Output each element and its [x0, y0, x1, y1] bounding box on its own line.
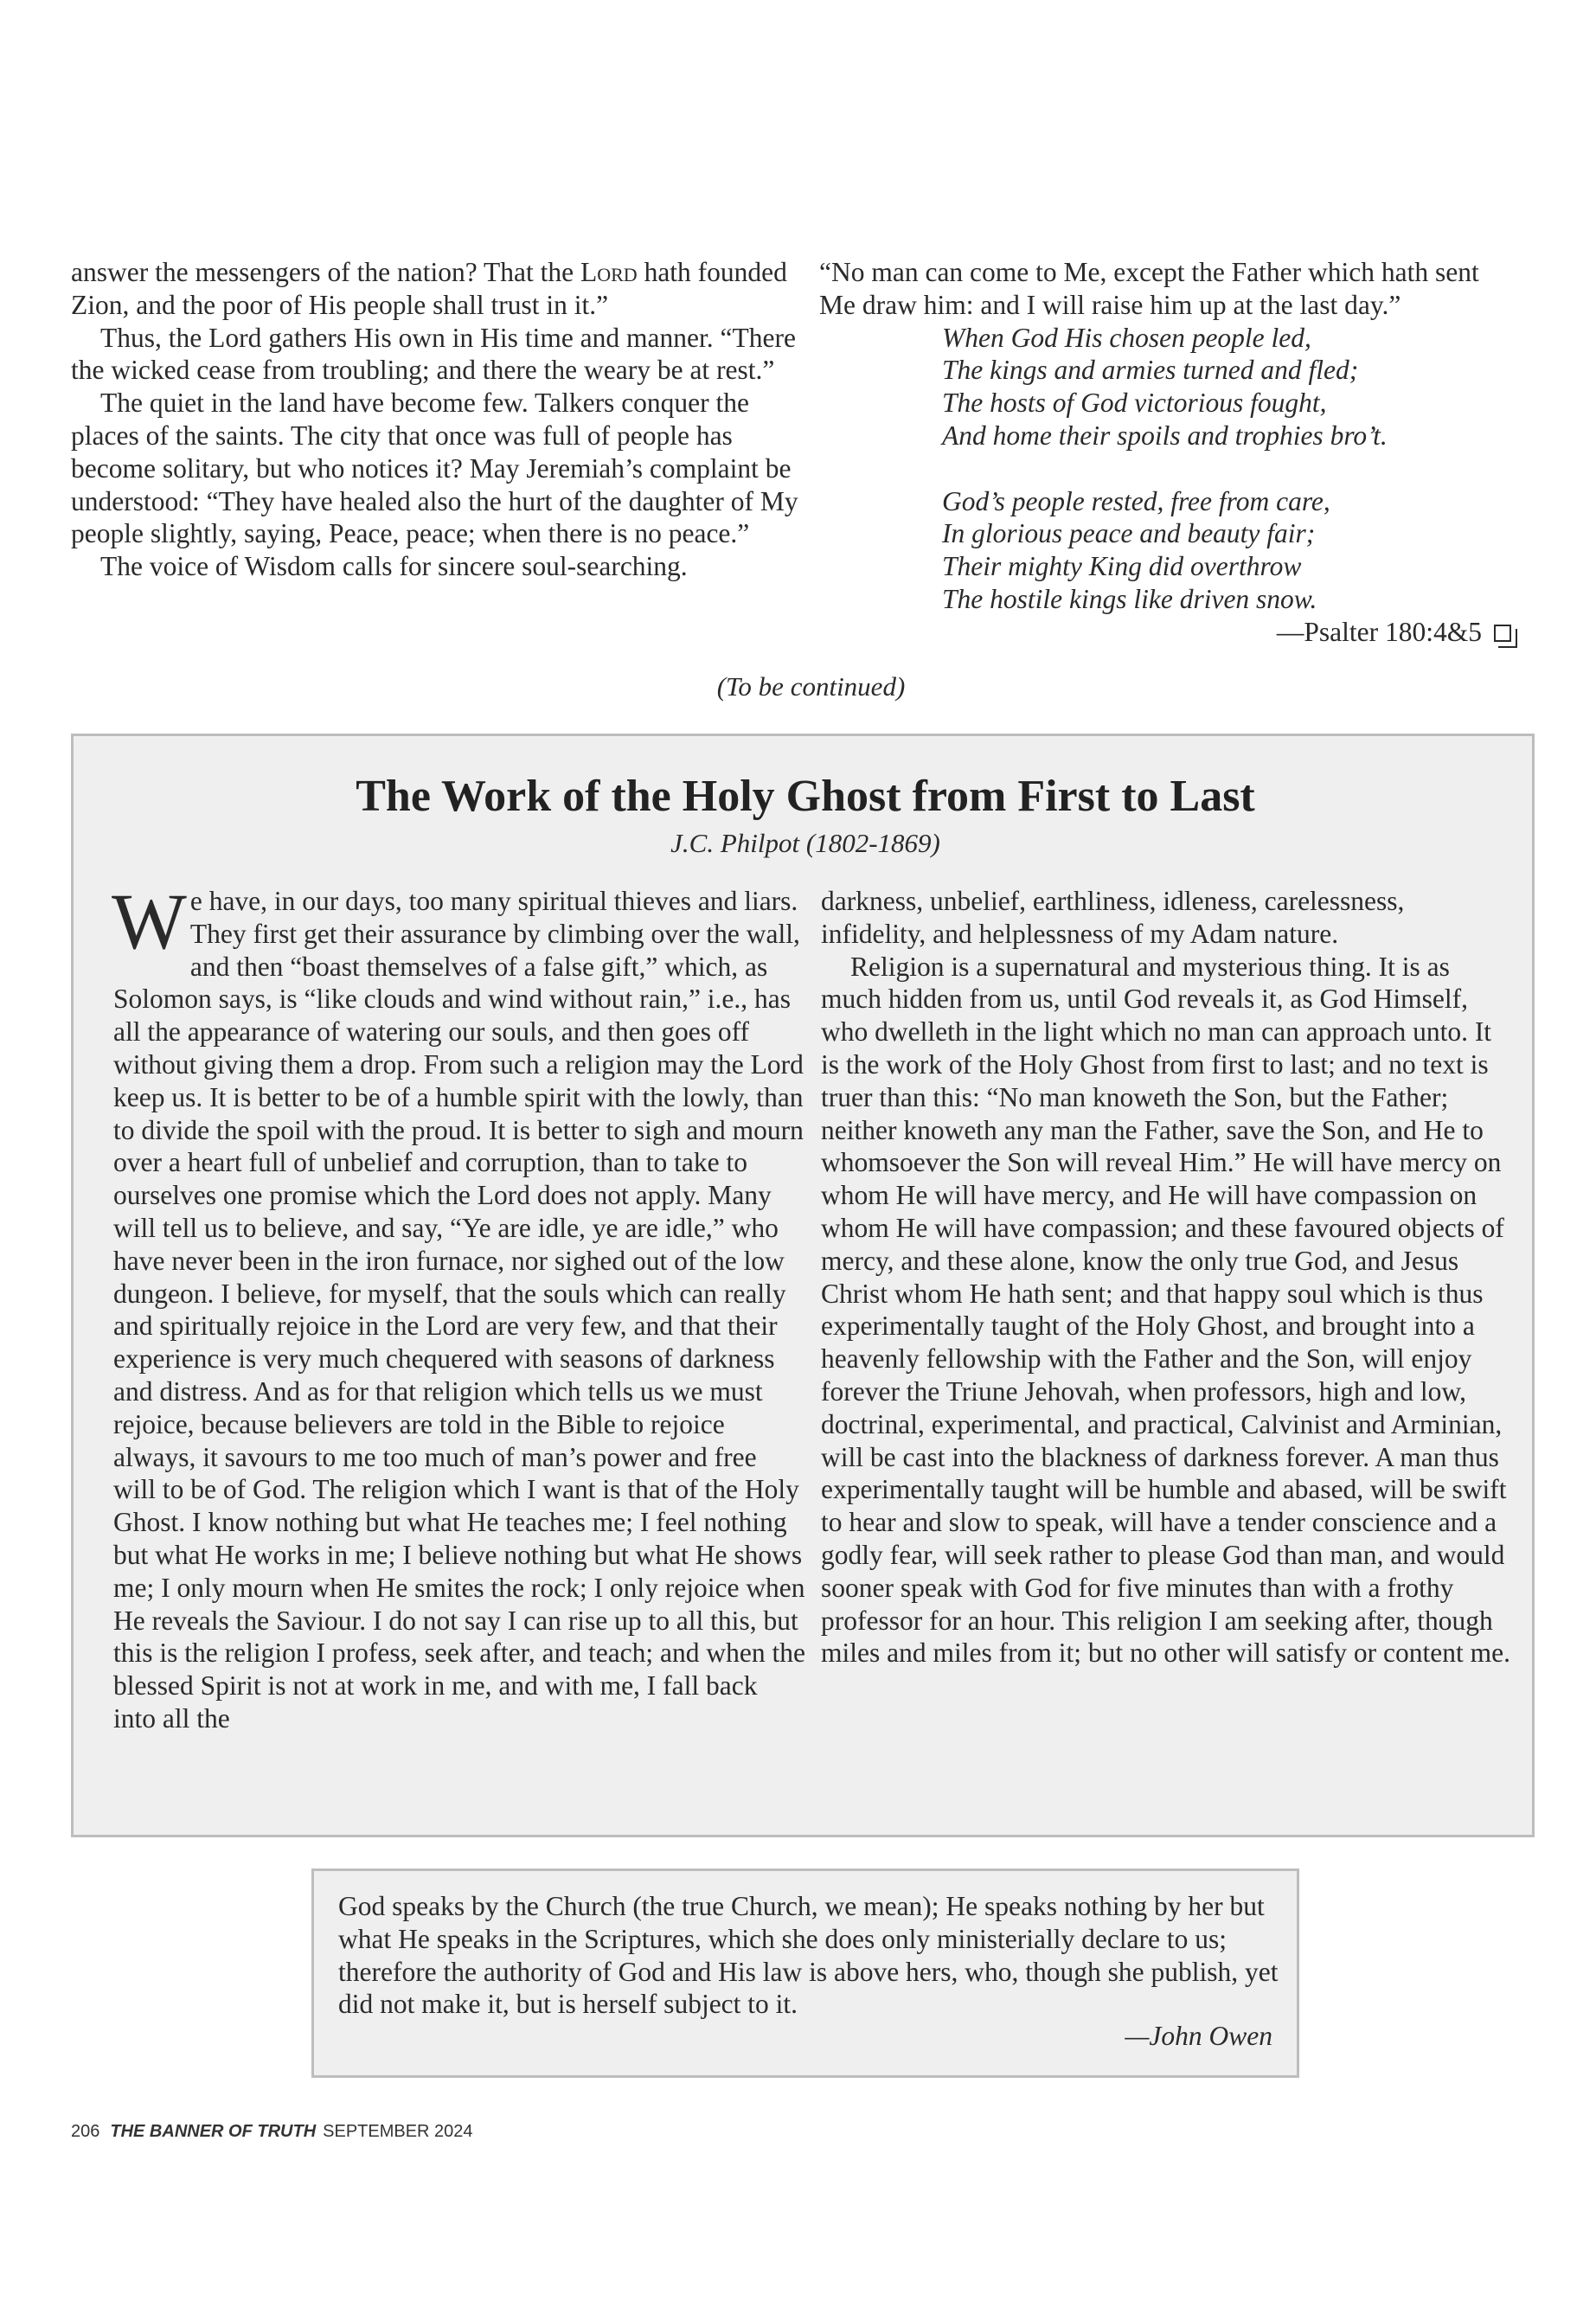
poem-stanza: [942, 485, 1511, 616]
drop-cap: W: [112, 877, 187, 965]
poem-line: The hostile kings like driven snow.: [942, 583, 1317, 614]
continued-article-left-column: [71, 256, 802, 583]
feature-title: The Work of the Holy Ghost from First to Last: [356, 772, 1255, 821]
paragraph: Religion is a supernatural and mysterious thing. It is as much hidden from us, until God reveals it, as God Himself, who dwelleth in the light which no man can approach unto. It is the work of the Holy Ghost from first to last; and no text is truer than this: “No man knoweth the Son, but the Father; neither knoweth any man the Father, save the Son, and He to whomsoever the Son will reveal Him.” He will have mercy on whom He will have mercy, and He will have compassion on whom He will have compassion; and these favoured objects of mercy, and these alone, know the only true God, and Jesus Christ whom He hath sent; and that happy soul which is thus experimentally taught of the Holy Ghost, and brought into a heavenly fellowship with the Father and the Son, will enjoy forever the Triune Jehovah, when professors, high and low, doctrinal, experimental, and practical, Calvinist and Arminian, will be cast into the blackness of darkness forever. A man thus experimentally taught will be humble and abased, will be swift to hear and slow to speak, will have a tender conscience and a godly fear, will seek rather to please God than man, and would sooner speak with God for five minutes than with a frothy professor for an hour. This religion I am seeking after, though miles and miles from it; but no other will satisfy or content me.: [821, 951, 1510, 1669]
paragraph: darkness, unbelief, earthliness, idleness, carelessness, infidelity, and helplessness of my Adam nature.: [821, 886, 1405, 949]
paragraph: We have, in our days, too many spiritual thieves and liars. They first get their assurance by climbing over the wall, and then “boast themselves of a false gift,” which, as Solomon says, is “like clouds and wind without rain,” i.e., has all the appearance of watering our souls, and then goes off without giving them a drop. From such a religion may the Lord keep us. It is better to be of a humble spirit with the lowly, than to divide the spoil with the proud. It is better to sigh and mourn over a heart full of unbelief and corruption, than to take to ourselves one promise which the Lord does not apply. Many will tell us to believe, and say, “Ye are idle, ye are idle,” who have never been in the iron furnace, nor sighed out of the low dungeon. I believe, for myself, that the souls which can really and spiritually rejoice in the Lord are very few, and that their experience is very much chequered with seasons of darkness and distress. And as for that religion which tells us we must rejoice, because believers are told in the Bible to rejoice always, it savours to me too much of man’s power and free will to be of God. The religion which I want is that of the Holy Ghost. I know nothing but what He teaches me; I feel nothing but what He works in me; I believe nothing but what He shows me; I only mourn when He smites the rock; I only rejoice when He reveals the Saviour. I do not say I can rise up to all this, but this is the religion I profess, seek after, and teach; and when the blessed Spirit is not at work in me, and with me, I fall back into all the: [112, 877, 805, 1734]
paragraph: The quiet in the land have become few. Talkers conquer the places of the saints. The city that once was full of people has become solitary, but who notices it? May Jeremiah’s complaint be understood: “They have healed also the hurt of the daughter of My people slightly, saying, Peace, peace; when there is no peace.”: [71, 388, 798, 549]
feature-article-box: [71, 734, 1535, 1837]
publication-name: THE BANNER OF TRUTH: [110, 2122, 317, 2141]
poem-line: The hosts of God victorious fought,: [942, 388, 1327, 419]
paragraph: answer the messengers of the nation? That the Lord hath founded Zion, and the poor of His people shall trust in it.”: [71, 257, 787, 320]
poem-line: When God His chosen people led,: [942, 322, 1311, 353]
quote-box: [311, 1868, 1299, 2078]
page-number: 206: [71, 2122, 100, 2141]
feature-right-column: [821, 885, 1513, 1670]
scripture-quote: “No man can come to Me, except the Father which hath sent Me draw him: and I will raise him up at the last day.”: [819, 257, 1479, 320]
to-be-continued-note: (To be continued): [716, 671, 906, 702]
feature-author: J.C. Philpot (1802-1869): [670, 828, 940, 858]
quote-text: God speaks by the Church (the true Church, we mean); He speaks nothing by her but what He speaks in the Scriptures, which she does only ministerially declare to us; therefore the authority of God and His law is above hers, who, though she publish, yet did not make it, but is herself subject to it.: [338, 1891, 1279, 2020]
lord-small-caps: Lord: [580, 257, 638, 287]
quote-attribution: —John Owen: [1125, 2021, 1272, 2051]
poem-line: And home their spoils and trophies bro’t.: [942, 420, 1388, 451]
paragraph: Thus, the Lord gathers His own in His time and manner. “There the wicked cease from troubling; and there the weary be at rest.”: [71, 322, 796, 386]
psalter-attribution: —Psalter 180:4&5: [819, 616, 1511, 649]
poem-line: The kings and armies turned and fled;: [942, 355, 1359, 386]
page-footer: [71, 2121, 473, 2142]
poem-stanza: [942, 322, 1511, 452]
paragraph: The voice of Wisdom calls for sincere soul-searching.: [100, 551, 688, 582]
psalter-poem: [942, 322, 1511, 616]
issue-date: SEPTEMBER 2024: [323, 2122, 473, 2141]
end-of-article-box-icon: [1494, 625, 1511, 642]
feature-left-column: [112, 877, 805, 1735]
continued-article-right-column: [819, 256, 1511, 649]
poem-line: God’s people rested, free from care,: [942, 485, 1330, 516]
poem-line: Their mighty King did overthrow: [942, 551, 1302, 582]
poem-line: In glorious peace and beauty fair;: [942, 518, 1316, 549]
